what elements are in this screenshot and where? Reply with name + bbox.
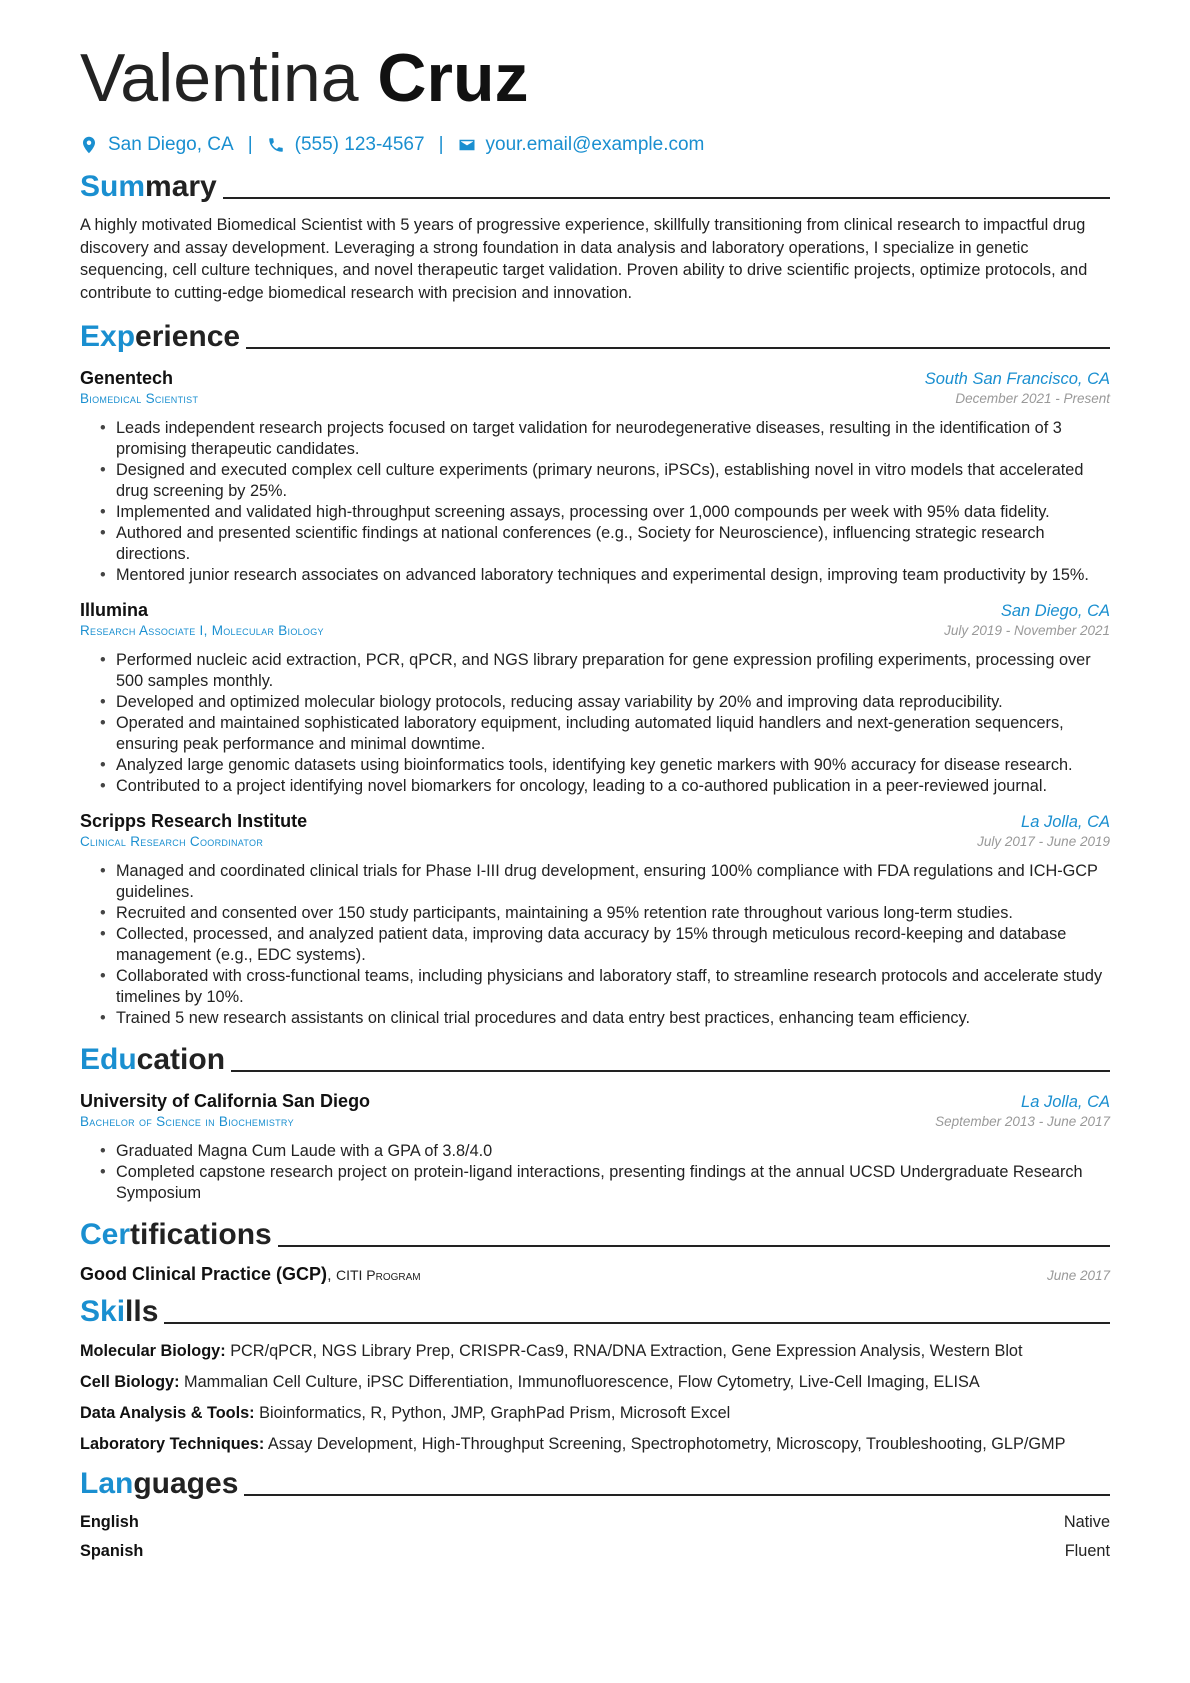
education-list xyxy=(80,1141,1110,1204)
section-rule xyxy=(231,1070,1110,1072)
list-item: • Collaborated with cross-functional teams, including physicians and laboratory staff, to streamline research protocols and accelerate study timelines by 10%. xyxy=(100,966,1110,1008)
entry-subheader xyxy=(80,1114,1110,1129)
skill-values: Mammalian Cell Culture, iPSC Differentiation, Immunofluorescence, Flow Cytometry, Live-Cell Imaging, ELISA xyxy=(184,1373,980,1391)
skill-category: Data Analysis & Tools: xyxy=(80,1404,255,1422)
school-location: La Jolla, CA xyxy=(1021,1093,1110,1111)
list-item: • Analyzed large genomic datasets using bioinformatics tools, identifying key genetic markers with 90% accuracy for disease research. xyxy=(100,755,1110,776)
job-location: South San Francisco, CA xyxy=(924,370,1110,388)
job-title: Biomedical Scientist xyxy=(80,391,199,406)
contact-email[interactable] xyxy=(458,134,705,156)
employer: Genentech xyxy=(80,368,174,388)
degree: Bachelor of Science in Biochemistry xyxy=(80,1114,294,1129)
list-item: • Mentored junior research associates on advanced laboratory techniques and experimental design, improving team productivity by 15%. xyxy=(100,565,1110,586)
list-item: • Implemented and validated high-throughput screening assays, processing over 1,000 compounds per week with 95% data fidelity. xyxy=(100,502,1110,523)
candidate-name xyxy=(80,38,1110,118)
list-item: • Managed and coordinated clinical trials for Phase I-III drug development, ensuring 100% compliance with FDA regulations and ICH-GCP guidelines. xyxy=(100,861,1110,903)
section-title xyxy=(80,1293,158,1331)
list-item: • Recruited and consented over 150 study participants, maintaining a 95% retention rate throughout various long-term studies. xyxy=(100,903,1110,924)
list-item: • Developed and optimized molecular biology protocols, reducing assay variability by 20% and improving data reproducibility. xyxy=(100,692,1110,713)
contact-separator: | xyxy=(247,134,253,155)
list-item: • Trained 5 new research assistants on clinical trial procedures and data entry best practices, enhancing team efficiency. xyxy=(100,1008,1110,1029)
section-skills-heading xyxy=(80,1293,1110,1331)
language-level: Fluent xyxy=(1064,1542,1110,1560)
section-title-accent: Edu xyxy=(80,1043,137,1076)
experience-entry xyxy=(80,368,1110,586)
list-item: • Graduated Magna Cum Laude with a GPA of 3.8/4.0 xyxy=(100,1141,1110,1162)
section-title-accent: Ski xyxy=(80,1295,126,1328)
section-experience-heading xyxy=(80,318,1110,356)
achievement-list xyxy=(80,418,1110,586)
skill-row xyxy=(80,1403,1110,1424)
skill-values: PCR/qPCR, NGS Library Prep, CRISPR-Cas9, RNA/DNA Extraction, Gene Expression Analysis, Western Blot xyxy=(230,1342,1023,1360)
section-rule xyxy=(223,197,1110,199)
language-name: Spanish xyxy=(80,1542,144,1560)
skill-category: Molecular Biology: xyxy=(80,1342,226,1360)
list-item: • Performed nucleic acid extraction, PCR, qPCR, and NGS library preparation for gene expression profiling experiments, processing over 500 samples monthly. xyxy=(100,650,1110,692)
list-item: • Leads independent research projects focused on target validation for neurodegenerative diseases, resulting in the identification of 3 promising therapeutic candidates. xyxy=(100,418,1110,460)
section-title xyxy=(80,318,240,356)
job-title: Research Associate I, Molecular Biology xyxy=(80,623,324,638)
email-text: your.email@example.com xyxy=(485,134,705,155)
contact-separator: | xyxy=(438,134,444,155)
education-entry xyxy=(80,1091,1110,1204)
phone-text: (555) 123-4567 xyxy=(294,134,425,155)
section-title xyxy=(80,1041,225,1079)
summary-paragraph: A highly motivated Biomedical Scientist with 5 years of progressive experience, skillfully transitioning from clinical research to impactful drug discovery and assay development. Leveraging a strong foundation in data analysis and laboratory operations, I specialize in genetic sequencing, cell culture techniques, and novel therapeutic target validation. Proven ability to drive scientific projects, optimize protocols, and contribute to cutting-edge biomedical research with precision and innovation. xyxy=(80,216,1088,302)
section-title xyxy=(80,168,217,206)
section-title-rest: guages xyxy=(133,1467,239,1500)
study-dates: September 2013 - June 2017 xyxy=(935,1114,1110,1129)
map-marker-icon xyxy=(80,135,98,155)
section-title-rest: tifications xyxy=(130,1218,272,1251)
section-rule xyxy=(246,347,1110,349)
entry-header xyxy=(80,368,1110,389)
skill-values: Assay Development, High-Throughput Screening, Spectrophotometry, Microscopy, Troubleshooting, GLP/GMP xyxy=(267,1435,1066,1453)
skill-category: Laboratory Techniques: xyxy=(80,1435,265,1453)
section-title-rest: lls xyxy=(125,1295,159,1328)
certification-item xyxy=(80,1264,1110,1285)
list-item: • Completed capstone research project on protein-ligand interactions, presenting findings at the annual UCSD Undergraduate Research Symposium xyxy=(100,1162,1110,1204)
section-rule xyxy=(278,1245,1110,1247)
section-title-rest: cation xyxy=(136,1043,226,1076)
section-title-accent: Exp xyxy=(80,320,136,353)
section-certifications-heading xyxy=(80,1216,1110,1254)
first-name: Valentina xyxy=(80,40,359,116)
last-name: Cruz xyxy=(377,40,529,116)
achievement-list xyxy=(80,861,1110,1029)
list-item: • Authored and presented scientific findings at national conferences (e.g., Society for Neuroscience), influencing strategic research directions. xyxy=(100,523,1110,565)
skill-row xyxy=(80,1434,1110,1455)
entry-header xyxy=(80,811,1110,832)
list-item: • Collected, processed, and analyzed patient data, improving data accuracy by 15% through meticulous record-keeping and database management (e.g., EDC systems). xyxy=(100,924,1110,966)
contact-location xyxy=(80,134,234,156)
employer: Scripps Research Institute xyxy=(80,811,308,831)
job-dates: December 2021 - Present xyxy=(955,391,1110,406)
language-row xyxy=(80,1542,1110,1561)
entry-header xyxy=(80,1091,1110,1112)
section-title-accent: Cer xyxy=(80,1218,131,1251)
achievement-list xyxy=(80,650,1110,797)
language-name: English xyxy=(80,1513,139,1531)
skill-row xyxy=(80,1372,1110,1393)
contact-bar xyxy=(80,130,1110,160)
experience-entry xyxy=(80,600,1110,797)
employer: Illumina xyxy=(80,600,149,620)
section-title xyxy=(80,1465,238,1503)
section-rule xyxy=(244,1494,1110,1496)
skill-values: Bioinformatics, R, Python, JMP, GraphPad Prism, Microsoft Excel xyxy=(259,1404,731,1422)
section-title-accent: Sum xyxy=(80,170,146,203)
section-summary-heading xyxy=(80,168,1110,206)
certification-name: Good Clinical Practice (GCP) xyxy=(80,1264,328,1284)
list-item: • Designed and executed complex cell culture experiments (primary neurons, iPSCs), establishing novel in vitro models that accelerated drug screening by 25%. xyxy=(100,460,1110,502)
school: University of California San Diego xyxy=(80,1091,371,1111)
skill-row xyxy=(80,1341,1110,1362)
section-rule xyxy=(164,1322,1110,1324)
section-title xyxy=(80,1216,272,1254)
job-location: San Diego, CA xyxy=(1000,602,1110,620)
section-education-heading xyxy=(80,1041,1110,1079)
location-text: San Diego, CA xyxy=(108,134,234,155)
contact-phone[interactable] xyxy=(267,134,425,156)
list-item: • Contributed to a project identifying novel biomarkers for oncology, leading to a co-authored publication in a peer-reviewed journal. xyxy=(100,776,1110,797)
job-location: La Jolla, CA xyxy=(1021,813,1110,831)
language-row xyxy=(80,1513,1110,1532)
section-languages-heading xyxy=(80,1465,1110,1503)
entry-subheader xyxy=(80,391,1110,406)
certification-label: Good Clinical Practice (GCP), CITI Program xyxy=(80,1264,421,1284)
section-title-accent: Lan xyxy=(80,1467,134,1500)
entry-header xyxy=(80,600,1110,621)
section-title-rest: erience xyxy=(135,320,241,353)
envelope-icon xyxy=(458,135,476,155)
job-dates: July 2019 - November 2021 xyxy=(944,623,1110,638)
entry-subheader xyxy=(80,834,1110,849)
list-item: • Operated and maintained sophisticated laboratory equipment, including automated liquid handlers and next-generation sequencers, ensuring peak performance and minimal downtime. xyxy=(100,713,1110,755)
certification-date: June 2017 xyxy=(1046,1268,1110,1283)
certification-issuer: CITI Program xyxy=(335,1267,421,1283)
phone-icon xyxy=(267,135,285,155)
skill-category: Cell Biology: xyxy=(80,1373,180,1391)
entry-subheader xyxy=(80,623,1110,638)
experience-entry xyxy=(80,811,1110,1029)
language-level: Native xyxy=(1063,1513,1110,1531)
job-title: Clinical Research Coordinator xyxy=(80,834,264,849)
job-dates: July 2017 - June 2019 xyxy=(977,834,1110,849)
section-title-rest: mary xyxy=(145,170,217,203)
